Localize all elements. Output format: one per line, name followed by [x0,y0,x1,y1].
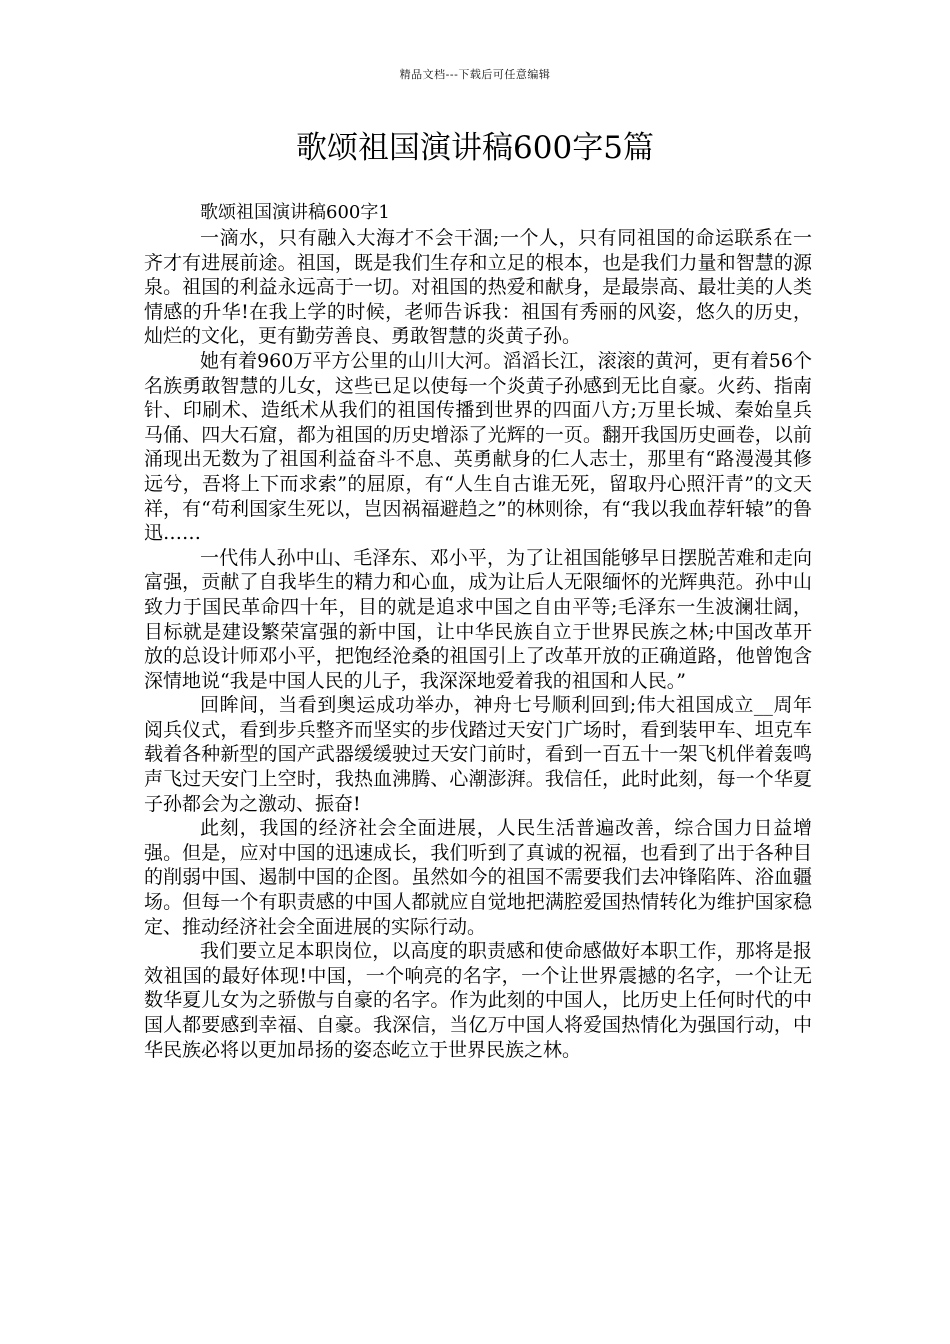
document-title: 歌颂祖国演讲稿600字5篇 [296,130,654,166]
paragraph-3: 一代伟人孙中山、毛泽东、邓小平，为了让祖国能够早日摆脱苦难和走向富强，贡献了自我毕生的精力和心血，成为让后人无限缅怀的光辉典范。孙中山致力于国民革命四十年，目的就是追求中国之自由平等;毛泽东一生波澜壮阔，目标就是建设繁荣富强的新中国，让中华民族自立于世界民族之林;中国改革开放的总设计师邓小平，把饱经沧桑的祖国引上了改革开放的正确道路，他曾饱含深情地说“我是中国人民的儿子，我深深地爱着我的祖国和人民。” [144,546,812,692]
paragraph-4: 回眸间，当看到奥运成功举办，神舟七号顺利回到;伟大祖国成立__周年阅兵仪式，看到步兵整齐而坚实的步伐踏过天安门广场时，看到装甲车、坦克车载着各种新型的国产武器缓缓驶过天安门前时，看到一百五十一架飞机伴着轰鸣声飞过天安门上空时，我热血沸腾、心潮澎湃。我信任，此时此刻，每一个华夏子孙都会为之激动、振奋! [144,694,812,815]
paragraph-2: 她有着960万平方公里的山川大河。滔滔长江，滚滚的黄河，更有着56个名族勇敢智慧的儿女，这些已足以使每一个炎黄子孙感到无比自豪。火药、指南针、印刷术、造纸术从我们的祖国传播到世界的四面八方;万里长城、秦始皇兵马俑、四大石窟，都为祖国的历史增添了光辉的一页。翻开我国历史画卷，以前涌现出无数为了祖国利益奋斗不息、英勇献身的仁人志士，那里有“路漫漫其修远兮，吾将上下而求索”的屈原，有“人生自古谁无死，留取丹心照汗青”的文天祥，有“苟利国家生死以，岂因祸福避趋之”的林则徐，有“我以我血荐轩辕”的鲁迅…… [144,349,812,545]
paragraph-6: 我们要立足本职岗位，以高度的职责感和使命感做好本职工作，那将是报效祖国的最好体现!中国，一个响亮的名字，一个让世界震撼的名字，一个让无数华夏儿女为之骄傲与自豪的名字。作为此刻的中国人，比历史上任何时代的中国人都要感到幸福、自豪。我深信，当亿万中国人将爱国热情化为强国行动，中华民族必将以更加昂扬的姿态屹立于世界民族之林。 [144,940,812,1061]
document-body [144,200,812,1062]
section-subtitle: 歌颂祖国演讲稿600字1 [200,202,390,223]
header-note: 精品文档---下载后可任意编辑 [399,68,551,81]
paragraph-1: 一滴水，只有融入大海才不会干涸;一个人，只有同祖国的命运联系在一齐才有进展前途。祖国，既是我们生存和立足的根本，也是我们力量和智慧的源泉。祖国的利益永远高于一切。对祖国的热爱和献身，是最崇高、最壮美的人类情感的升华!在我上学的时候，老师告诉我：祖国有秀丽的风姿，悠久的历史，灿烂的文化，更有勤劳善良、勇敢智慧的炎黄子孙。 [144,227,812,348]
paragraph-5: 此刻，我国的经济社会全面进展，人民生活普遍改善，综合国力日益增强。但是，应对中国的迅速成长，我们听到了真诚的祝福，也看到了出于各种目的削弱中国、遏制中国的企图。虽然如今的祖国不需要我们去冲锋陷阵、浴血疆场。但每一个有职责感的中国人都就应自觉地把满腔爱国热情转化为维护国家稳定、推动经济社会全面进展的实际行动。 [144,817,812,938]
